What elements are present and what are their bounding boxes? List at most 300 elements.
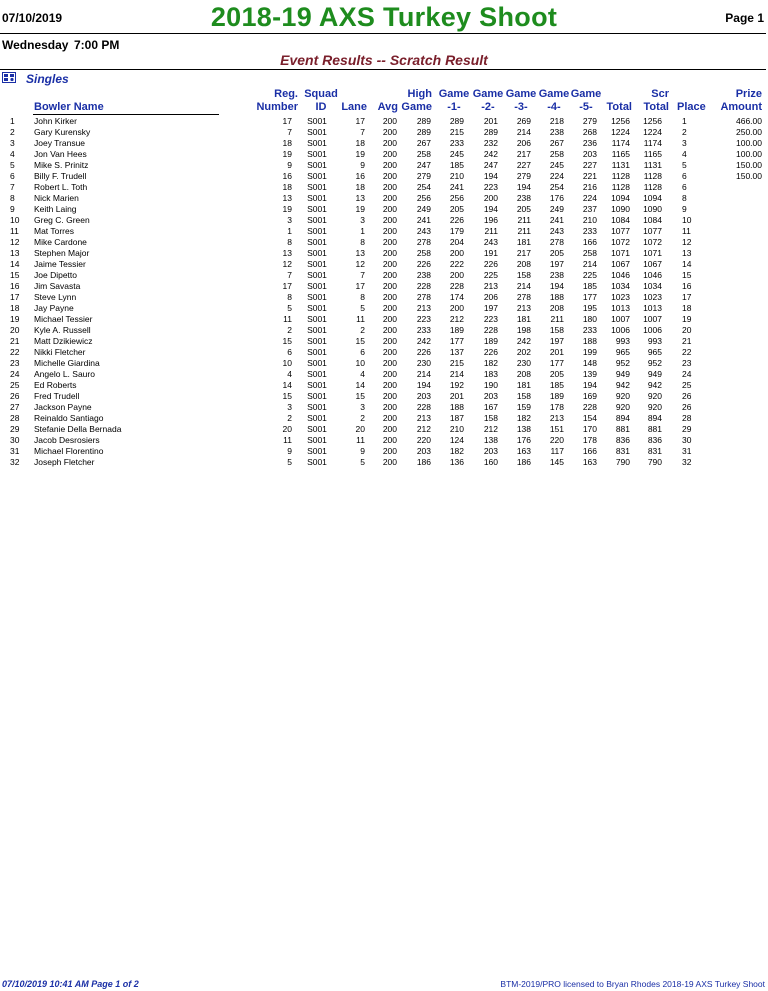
cell-g2: 203 xyxy=(483,391,498,401)
cell-rank: 21 xyxy=(10,336,20,346)
cell-squad: S001 xyxy=(307,259,327,269)
cell-rank: 1 xyxy=(10,116,15,126)
cell-rank: 20 xyxy=(10,325,20,335)
cell-reg: 8 xyxy=(287,237,292,247)
cell-scr: 881 xyxy=(647,424,662,434)
cell-g3: 181 xyxy=(516,380,531,390)
cell-high: 213 xyxy=(416,413,431,423)
cell-squad: S001 xyxy=(307,193,327,203)
cell-high: 242 xyxy=(416,336,431,346)
cell-g5: 177 xyxy=(582,292,597,302)
cell-squad: S001 xyxy=(307,457,327,467)
cell-prize: 100.00 xyxy=(736,138,762,148)
cell-squad: S001 xyxy=(307,402,327,412)
cell-g2: 196 xyxy=(483,215,498,225)
bowling-report-icon xyxy=(2,72,16,83)
cell-g4: 178 xyxy=(549,402,564,412)
cell-g2: 197 xyxy=(483,303,498,313)
cell-high: 241 xyxy=(416,215,431,225)
cell-g3: 242 xyxy=(516,336,531,346)
col-header-squad-top: Squad xyxy=(304,88,338,100)
cell-name: Greg C. Green xyxy=(34,215,90,225)
table-row xyxy=(0,270,768,281)
cell-avg: 200 xyxy=(382,270,397,280)
cell-avg: 200 xyxy=(382,160,397,170)
cell-g4: 185 xyxy=(549,380,564,390)
cell-g2: 189 xyxy=(483,336,498,346)
cell-rank: 24 xyxy=(10,369,20,379)
cell-place: 17 xyxy=(682,292,692,302)
table-row xyxy=(0,160,768,171)
cell-place: 14 xyxy=(682,259,692,269)
event-title: Event Results -- Scratch Result xyxy=(280,52,488,68)
cell-g4: 245 xyxy=(549,160,564,170)
cell-high: 220 xyxy=(416,435,431,445)
cell-name: Joey Transue xyxy=(34,138,86,148)
cell-g3: 269 xyxy=(516,116,531,126)
cell-rank: 6 xyxy=(10,171,15,181)
cell-place: 20 xyxy=(682,325,692,335)
cell-place: 26 xyxy=(682,391,692,401)
cell-scr: 1006 xyxy=(643,325,662,335)
cell-g3: 202 xyxy=(516,347,531,357)
cell-g5: 169 xyxy=(582,391,597,401)
footer-timestamp: 07/10/2019 10:41 AM Page 1 of 2 xyxy=(2,979,139,989)
cell-lane: 16 xyxy=(355,171,365,181)
cell-name: Nick Marien xyxy=(34,193,79,203)
col-header-reg-bottom: Number xyxy=(256,101,298,113)
cell-squad: S001 xyxy=(307,336,327,346)
cell-avg: 200 xyxy=(382,237,397,247)
cell-g4: 241 xyxy=(549,215,564,225)
cell-g5: 227 xyxy=(582,160,597,170)
col-header-g5-bottom: -5- xyxy=(579,101,593,113)
cell-g1: 215 xyxy=(449,358,464,368)
cell-g2: 201 xyxy=(483,116,498,126)
cell-scr: 920 xyxy=(647,391,662,401)
cell-g5: 180 xyxy=(582,314,597,324)
cell-g2: 203 xyxy=(483,446,498,456)
cell-prize: 466.00 xyxy=(736,116,762,126)
cell-lane: 17 xyxy=(355,281,365,291)
cell-reg: 10 xyxy=(282,358,292,368)
cell-total: 1034 xyxy=(611,281,630,291)
cell-g5: 178 xyxy=(582,435,597,445)
cell-place: 25 xyxy=(682,380,692,390)
cell-squad: S001 xyxy=(307,424,327,434)
cell-g3: 186 xyxy=(516,457,531,467)
cell-name: John Kirker xyxy=(34,116,77,126)
cell-g2: 289 xyxy=(483,127,498,137)
cell-lane: 9 xyxy=(360,446,365,456)
cell-squad: S001 xyxy=(307,391,327,401)
cell-lane: 8 xyxy=(360,237,365,247)
cell-place: 32 xyxy=(682,457,692,467)
cell-reg: 3 xyxy=(287,215,292,225)
cell-total: 1071 xyxy=(611,248,630,258)
cell-g5: 163 xyxy=(582,457,597,467)
cell-g3: 181 xyxy=(516,314,531,324)
cell-total: 1006 xyxy=(611,325,630,335)
cell-rank: 29 xyxy=(10,424,20,434)
table-row xyxy=(0,435,768,446)
cell-g3: 211 xyxy=(517,215,531,225)
cell-high: 289 xyxy=(416,127,431,137)
cell-rank: 26 xyxy=(10,391,20,401)
table-row xyxy=(0,292,768,303)
cell-place: 5 xyxy=(682,160,687,170)
cell-g4: 194 xyxy=(549,281,564,291)
report-time: 7:00 PM xyxy=(74,38,120,52)
cell-g1: 226 xyxy=(449,215,464,225)
table-row xyxy=(0,116,768,127)
col-header-g4-top: Game xyxy=(538,88,570,100)
cell-total: 1174 xyxy=(611,138,630,148)
table-row xyxy=(0,171,768,182)
cell-avg: 200 xyxy=(382,127,397,137)
cell-reg: 7 xyxy=(287,270,292,280)
cell-name: Steve Lynn xyxy=(34,292,77,302)
cell-g4: 188 xyxy=(549,292,564,302)
cell-lane: 5 xyxy=(360,457,365,467)
cell-high: 203 xyxy=(416,391,431,401)
cell-avg: 200 xyxy=(382,358,397,368)
cell-scr: 952 xyxy=(647,358,662,368)
cell-squad: S001 xyxy=(307,215,327,225)
cell-g3: 208 xyxy=(516,259,531,269)
cell-g3: 198 xyxy=(516,325,531,335)
cell-avg: 200 xyxy=(382,149,397,159)
cell-g3: 181 xyxy=(516,237,531,247)
cell-avg: 200 xyxy=(382,314,397,324)
cell-name: Jim Savasta xyxy=(34,281,81,291)
cell-squad: S001 xyxy=(307,204,327,214)
cell-g1: 200 xyxy=(449,270,464,280)
cell-place: 11 xyxy=(682,226,691,236)
cell-g1: 205 xyxy=(449,204,464,214)
cell-rank: 7 xyxy=(10,182,15,192)
cell-g3: 158 xyxy=(516,391,531,401)
cell-squad: S001 xyxy=(307,116,327,126)
cell-high: 230 xyxy=(416,358,431,368)
cell-g5: 237 xyxy=(582,204,597,214)
cell-g1: 137 xyxy=(449,347,464,357)
cell-name: Michael Florentino xyxy=(34,446,104,456)
cell-lane: 2 xyxy=(360,413,365,423)
cell-g5: 225 xyxy=(582,270,597,280)
cell-squad: S001 xyxy=(307,435,327,445)
cell-g3: 217 xyxy=(516,248,531,258)
cell-g3: 230 xyxy=(516,358,531,368)
report-title: 2018-19 AXS Turkey Shoot xyxy=(210,2,558,32)
cell-g1: 214 xyxy=(449,369,464,379)
cell-name: Stephen Major xyxy=(34,248,90,258)
cell-g1: 201 xyxy=(449,391,464,401)
cell-scr: 1013 xyxy=(643,303,662,313)
cell-g5: 210 xyxy=(582,215,597,225)
cell-name: Ed Roberts xyxy=(34,380,77,390)
cell-avg: 200 xyxy=(382,259,397,269)
col-header-bowler-name: Bowler Name xyxy=(34,101,104,113)
cell-g5: 221 xyxy=(582,171,597,181)
cell-g1: 179 xyxy=(449,226,464,236)
cell-reg: 18 xyxy=(282,182,292,192)
cell-rank: 3 xyxy=(10,138,15,148)
cell-avg: 200 xyxy=(382,303,397,313)
cell-reg: 14 xyxy=(282,380,292,390)
cell-place: 29 xyxy=(682,424,692,434)
cell-rank: 10 xyxy=(10,215,20,225)
table-row xyxy=(0,215,768,226)
cell-scr: 1034 xyxy=(643,281,662,291)
cell-squad: S001 xyxy=(307,303,327,313)
cell-high: 278 xyxy=(416,237,431,247)
cell-place: 1 xyxy=(682,116,687,126)
cell-high: 278 xyxy=(416,292,431,302)
cell-high: 258 xyxy=(416,248,431,258)
cell-place: 31 xyxy=(682,446,692,456)
cell-lane: 12 xyxy=(355,259,365,269)
cell-reg: 17 xyxy=(282,281,292,291)
cell-avg: 200 xyxy=(382,182,397,192)
col-header-g1-top: Game xyxy=(438,88,470,100)
col-header-g2-top: Game xyxy=(472,88,504,100)
cell-g5: 279 xyxy=(582,116,597,126)
cell-squad: S001 xyxy=(307,182,327,192)
cell-avg: 200 xyxy=(382,336,397,346)
col-header-high-bottom: Game xyxy=(401,101,432,113)
cell-g3: 138 xyxy=(516,424,531,434)
cell-squad: S001 xyxy=(307,325,327,335)
table-row xyxy=(0,259,768,270)
cell-rank: 30 xyxy=(10,435,20,445)
cell-lane: 3 xyxy=(360,402,365,412)
cell-reg: 18 xyxy=(282,138,292,148)
table-row xyxy=(0,204,768,215)
cell-total: 1128 xyxy=(611,171,630,181)
cell-scr: 965 xyxy=(647,347,662,357)
cell-avg: 200 xyxy=(382,380,397,390)
cell-g2: 191 xyxy=(483,248,498,258)
col-header-g1-bottom: -1- xyxy=(447,101,461,113)
cell-high: 212 xyxy=(416,424,431,434)
cell-place: 28 xyxy=(682,413,692,423)
cell-g2: 200 xyxy=(483,193,498,203)
cell-rank: 13 xyxy=(10,248,20,258)
cell-squad: S001 xyxy=(307,314,327,324)
table-row xyxy=(0,358,768,369)
cell-g1: 204 xyxy=(449,237,464,247)
cell-place: 6 xyxy=(682,171,687,181)
col-header-prize-bottom: Amount xyxy=(720,101,762,113)
cell-g1: 182 xyxy=(449,446,464,456)
cell-g4: 278 xyxy=(549,237,564,247)
cell-rank: 15 xyxy=(10,270,20,280)
cell-high: 203 xyxy=(416,446,431,456)
cell-rank: 25 xyxy=(10,380,20,390)
cell-name: Angelo L. Sauro xyxy=(34,369,95,379)
cell-total: 1072 xyxy=(611,237,630,247)
cell-place: 2 xyxy=(682,127,687,137)
col-header-total: Total xyxy=(606,101,632,113)
cell-lane: 11 xyxy=(356,314,365,324)
cell-scr: 1071 xyxy=(643,248,662,258)
cell-total: 894 xyxy=(615,413,630,423)
bowler-name-underline xyxy=(33,114,219,115)
cell-rank: 32 xyxy=(10,457,20,467)
cell-reg: 9 xyxy=(287,160,292,170)
cell-place: 10 xyxy=(682,215,692,225)
table-row xyxy=(0,347,768,358)
cell-reg: 3 xyxy=(287,402,292,412)
cell-g5: 166 xyxy=(582,446,597,456)
cell-g5: 203 xyxy=(582,149,597,159)
cell-reg: 15 xyxy=(282,391,292,401)
cell-g5: 224 xyxy=(582,193,597,203)
cell-avg: 200 xyxy=(382,391,397,401)
cell-g5: 214 xyxy=(582,259,597,269)
col-header-reg-top: Reg. xyxy=(274,88,298,100)
cell-total: 920 xyxy=(615,391,630,401)
cell-scr: 1256 xyxy=(643,116,662,126)
cell-scr: 949 xyxy=(647,369,662,379)
cell-g1: 188 xyxy=(449,402,464,412)
cell-avg: 200 xyxy=(382,116,397,126)
cell-g2: 194 xyxy=(483,171,498,181)
cell-g1: 210 xyxy=(449,171,464,181)
cell-place: 9 xyxy=(682,204,687,214)
cell-lane: 10 xyxy=(355,358,365,368)
cell-lane: 8 xyxy=(360,292,365,302)
cell-high: 194 xyxy=(416,380,431,390)
cell-lane: 19 xyxy=(355,204,365,214)
cell-scr: 1094 xyxy=(643,193,662,203)
cell-g4: 201 xyxy=(549,347,564,357)
cell-high: 213 xyxy=(416,303,431,313)
cell-rank: 14 xyxy=(10,259,20,269)
cell-reg: 13 xyxy=(282,248,292,258)
col-header-g3-bottom: -3- xyxy=(514,101,528,113)
cell-total: 881 xyxy=(615,424,630,434)
cell-prize: 150.00 xyxy=(736,171,762,181)
cell-g1: 174 xyxy=(449,292,464,302)
cell-g3: 159 xyxy=(516,402,531,412)
cell-g5: 268 xyxy=(582,127,597,137)
cell-squad: S001 xyxy=(307,292,327,302)
cell-g4: 145 xyxy=(549,457,564,467)
cell-high: 228 xyxy=(416,402,431,412)
cell-avg: 200 xyxy=(382,226,397,236)
cell-total: 1224 xyxy=(611,127,630,137)
cell-avg: 200 xyxy=(382,281,397,291)
cell-g4: 205 xyxy=(549,369,564,379)
cell-rank: 27 xyxy=(10,402,20,412)
cell-reg: 2 xyxy=(287,413,292,423)
cell-reg: 5 xyxy=(287,457,292,467)
cell-rank: 8 xyxy=(10,193,15,203)
cell-place: 12 xyxy=(682,237,692,247)
cell-g1: 185 xyxy=(449,160,464,170)
cell-place: 21 xyxy=(682,336,692,346)
cell-total: 831 xyxy=(615,446,630,456)
cell-lane: 1 xyxy=(360,226,365,236)
cell-squad: S001 xyxy=(307,380,327,390)
cell-name: Robert L. Toth xyxy=(34,182,88,192)
cell-total: 1007 xyxy=(611,314,630,324)
table-row xyxy=(0,182,768,193)
cell-g2: 223 xyxy=(483,182,498,192)
cell-avg: 200 xyxy=(382,424,397,434)
col-header-g4-bottom: -4- xyxy=(547,101,561,113)
cell-lane: 11 xyxy=(356,435,365,445)
cell-squad: S001 xyxy=(307,281,327,291)
cell-scr: 1224 xyxy=(643,127,662,137)
cell-rank: 23 xyxy=(10,358,20,368)
cell-rank: 31 xyxy=(10,446,20,456)
cell-place: 4 xyxy=(682,149,687,159)
cell-name: Matt Dzikiewicz xyxy=(34,336,93,346)
table-row xyxy=(0,237,768,248)
cell-name: Stefanie Della Bernada xyxy=(34,424,122,434)
cell-g4: 189 xyxy=(549,391,564,401)
cell-name: Reinaldo Santiago xyxy=(34,413,104,423)
cell-g3: 176 xyxy=(516,435,531,445)
cell-g4: 208 xyxy=(549,303,564,313)
cell-g4: 205 xyxy=(549,248,564,258)
table-row xyxy=(0,248,768,259)
col-header-scr-bottom: Total xyxy=(643,101,669,113)
cell-name: Jacob Desrosiers xyxy=(34,435,100,445)
cell-name: Kyle A. Russell xyxy=(34,325,91,335)
cell-scr: 1023 xyxy=(643,292,662,302)
cell-g5: 148 xyxy=(582,358,597,368)
cell-squad: S001 xyxy=(307,446,327,456)
cell-name: Michelle Giardina xyxy=(34,358,100,368)
table-row xyxy=(0,226,768,237)
cell-place: 30 xyxy=(682,435,692,445)
cell-total: 790 xyxy=(615,457,630,467)
cell-squad: S001 xyxy=(307,369,327,379)
cell-g1: 124 xyxy=(449,435,464,445)
cell-g3: 213 xyxy=(516,303,531,313)
cell-g2: 225 xyxy=(483,270,498,280)
cell-reg: 5 xyxy=(287,303,292,313)
cell-g3: 208 xyxy=(516,369,531,379)
cell-lane: 3 xyxy=(360,215,365,225)
cell-high: 226 xyxy=(416,259,431,269)
cell-avg: 200 xyxy=(382,457,397,467)
cell-reg: 16 xyxy=(282,171,292,181)
cell-g4: 117 xyxy=(550,446,564,456)
cell-total: 1013 xyxy=(611,303,630,313)
cell-high: 256 xyxy=(416,193,431,203)
cell-g5: 154 xyxy=(582,413,597,423)
report-day: Wednesday xyxy=(2,38,69,52)
cell-rank: 4 xyxy=(10,149,15,159)
cell-avg: 200 xyxy=(382,446,397,456)
cell-place: 19 xyxy=(682,314,692,324)
cell-g1: 189 xyxy=(449,325,464,335)
cell-g2: 212 xyxy=(483,424,498,434)
cell-reg: 2 xyxy=(287,325,292,335)
col-header-squad-bottom: ID xyxy=(315,101,327,113)
cell-name: Keith Laing xyxy=(34,204,77,214)
cell-g2: 228 xyxy=(483,325,498,335)
cell-squad: S001 xyxy=(307,248,327,258)
cell-squad: S001 xyxy=(307,138,327,148)
cell-lane: 6 xyxy=(360,347,365,357)
cell-g4: 224 xyxy=(549,171,564,181)
